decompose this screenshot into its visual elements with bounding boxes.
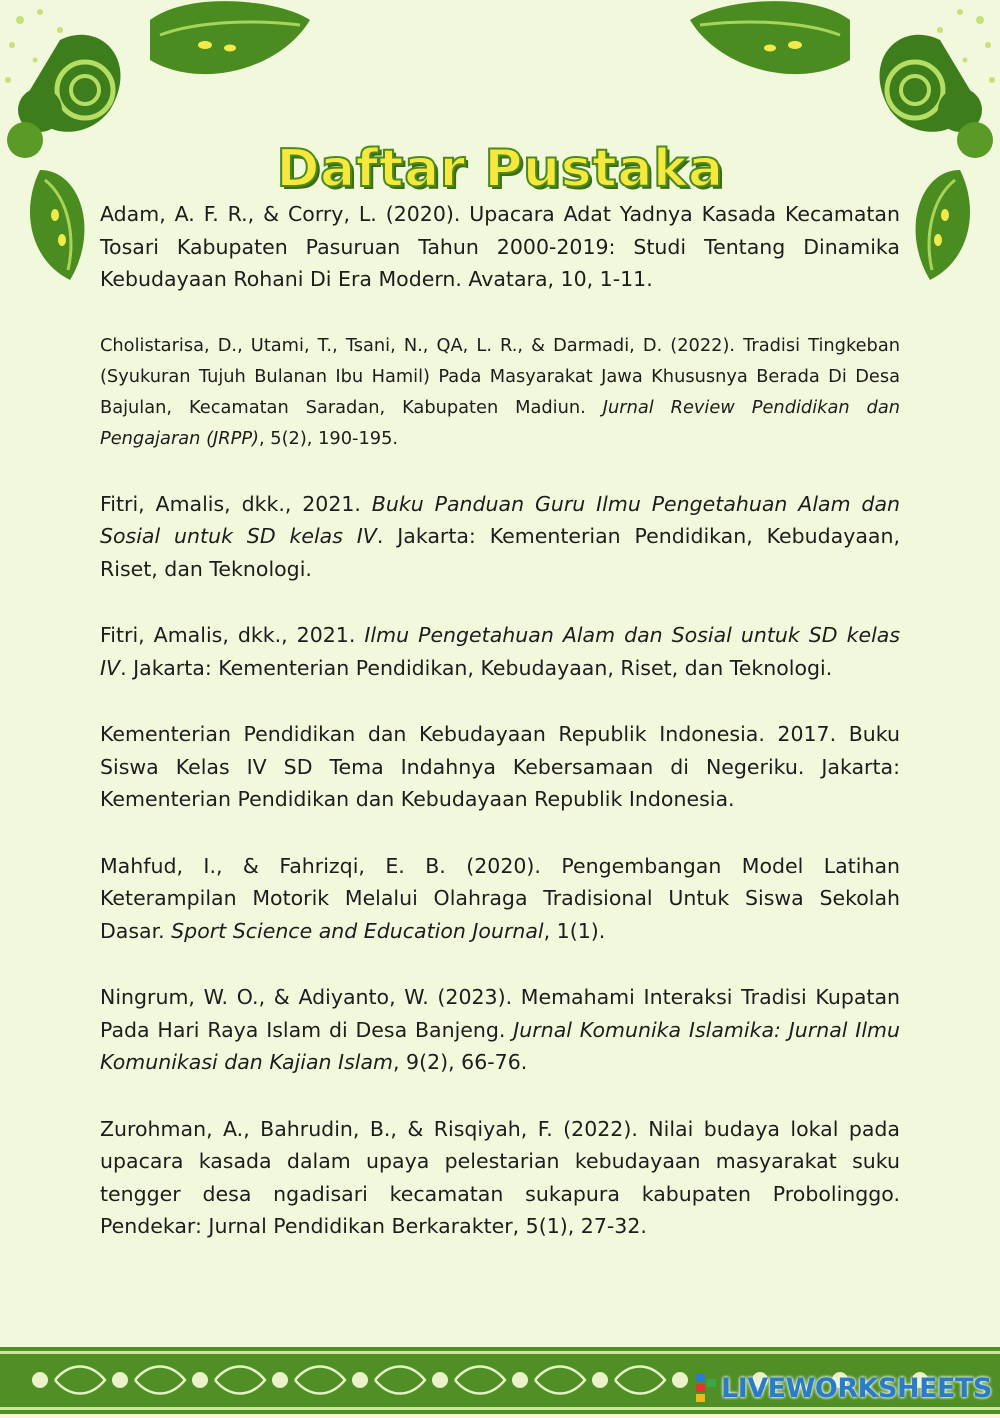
reference-item: Fitri, Amalis, dkk., 2021. Ilmu Pengetahuan Alam dan Sosial untuk SD kelas IV. Jakarta: Kementerian Pendidikan, Kebudayaan, Riset, dan Teknologi.: [100, 623, 901, 680]
reference-item: Mahfud, I., & Fahrizqi, E. B. (2020). Pengembangan Model Latihan Keterampilan Motorik Melalui Olahraga Tradisional Untuk Siswa Sekolah Dasar. Sport Science and Education Journal, 1(1).: [100, 853, 900, 943]
reference-item: Zurohman, A., Bahrudin, B., & Risqiyah, F. (2022). Nilai budaya lokal pada upacara kasada dalam upaya pelestarian kebudayaan masyarakat suku tengger desa ngadisari kecamatan sukapura kabupaten Probolinggo. Pendekar: Jurnal Pendidikan Berkarakter, 5(1), 27-32.: [100, 1116, 900, 1238]
liveworksheets-watermark: [695, 1370, 992, 1406]
page-title: Daftar Pustaka: [276, 138, 724, 199]
reference-item: Cholistarisa, D., Utami, T., Tsani, N., QA, L. R., & Darmadi, D. (2022). Tradisi Tingkeban (Syukuran Tujuh Bulanan Ibu Hamil) Pada Masyarakat Jawa Khususnya Berada Di Desa Bajulan, Kecamatan Saradan, Kabupaten Madiun. Jurnal Review Pendidikan dan Pengajaran (JRPP), 5(2), 190-195.: [100, 334, 900, 449]
liveworksheets-logo-icon: [695, 1373, 717, 1403]
reference-item: Adam, A. F. R., & Corry, L. (2020). Upacara Adat Yadnya Kasada Kecamatan Tosari Kabupaten Pasuruan Tahun 2000-2019: Studi Tentang Dinamika Kebudayaan Rohani Di Era Modern. Avatara, 10, 1-11.: [100, 202, 900, 291]
reference-item: Ningrum, W. O., & Adiyanto, W. (2023). Memahami Interaksi Tradisi Kupatan Pada Hari Raya Islam di Desa Banjeng. Jurnal Komunika Islamika: Jurnal Ilmu Komunikasi dan Kajian Islam, 9(2), 66-76.: [100, 985, 900, 1074]
reference-item: Fitri, Amalis, dkk., 2021. Buku Panduan Guru Ilmu Pengetahuan Alam dan Sosial untuk SD kelas IV. Jakarta: Kementerian Pendidikan, Kebudayaan, Riset, dan Teknologi.: [100, 491, 900, 581]
watermark-text: LIVEWORKSHEETS: [721, 1372, 992, 1404]
reference-list: [100, 198, 900, 1243]
reference-item: Kementerian Pendidikan dan Kebudayaan Republik Indonesia. 2017. Buku Siswa Kelas IV SD Tema Indahnya Kebersamaan di Negeriku. Jakarta: Kementerian Pendidikan dan Kebudayaan Republik Indonesia.: [100, 722, 900, 811]
